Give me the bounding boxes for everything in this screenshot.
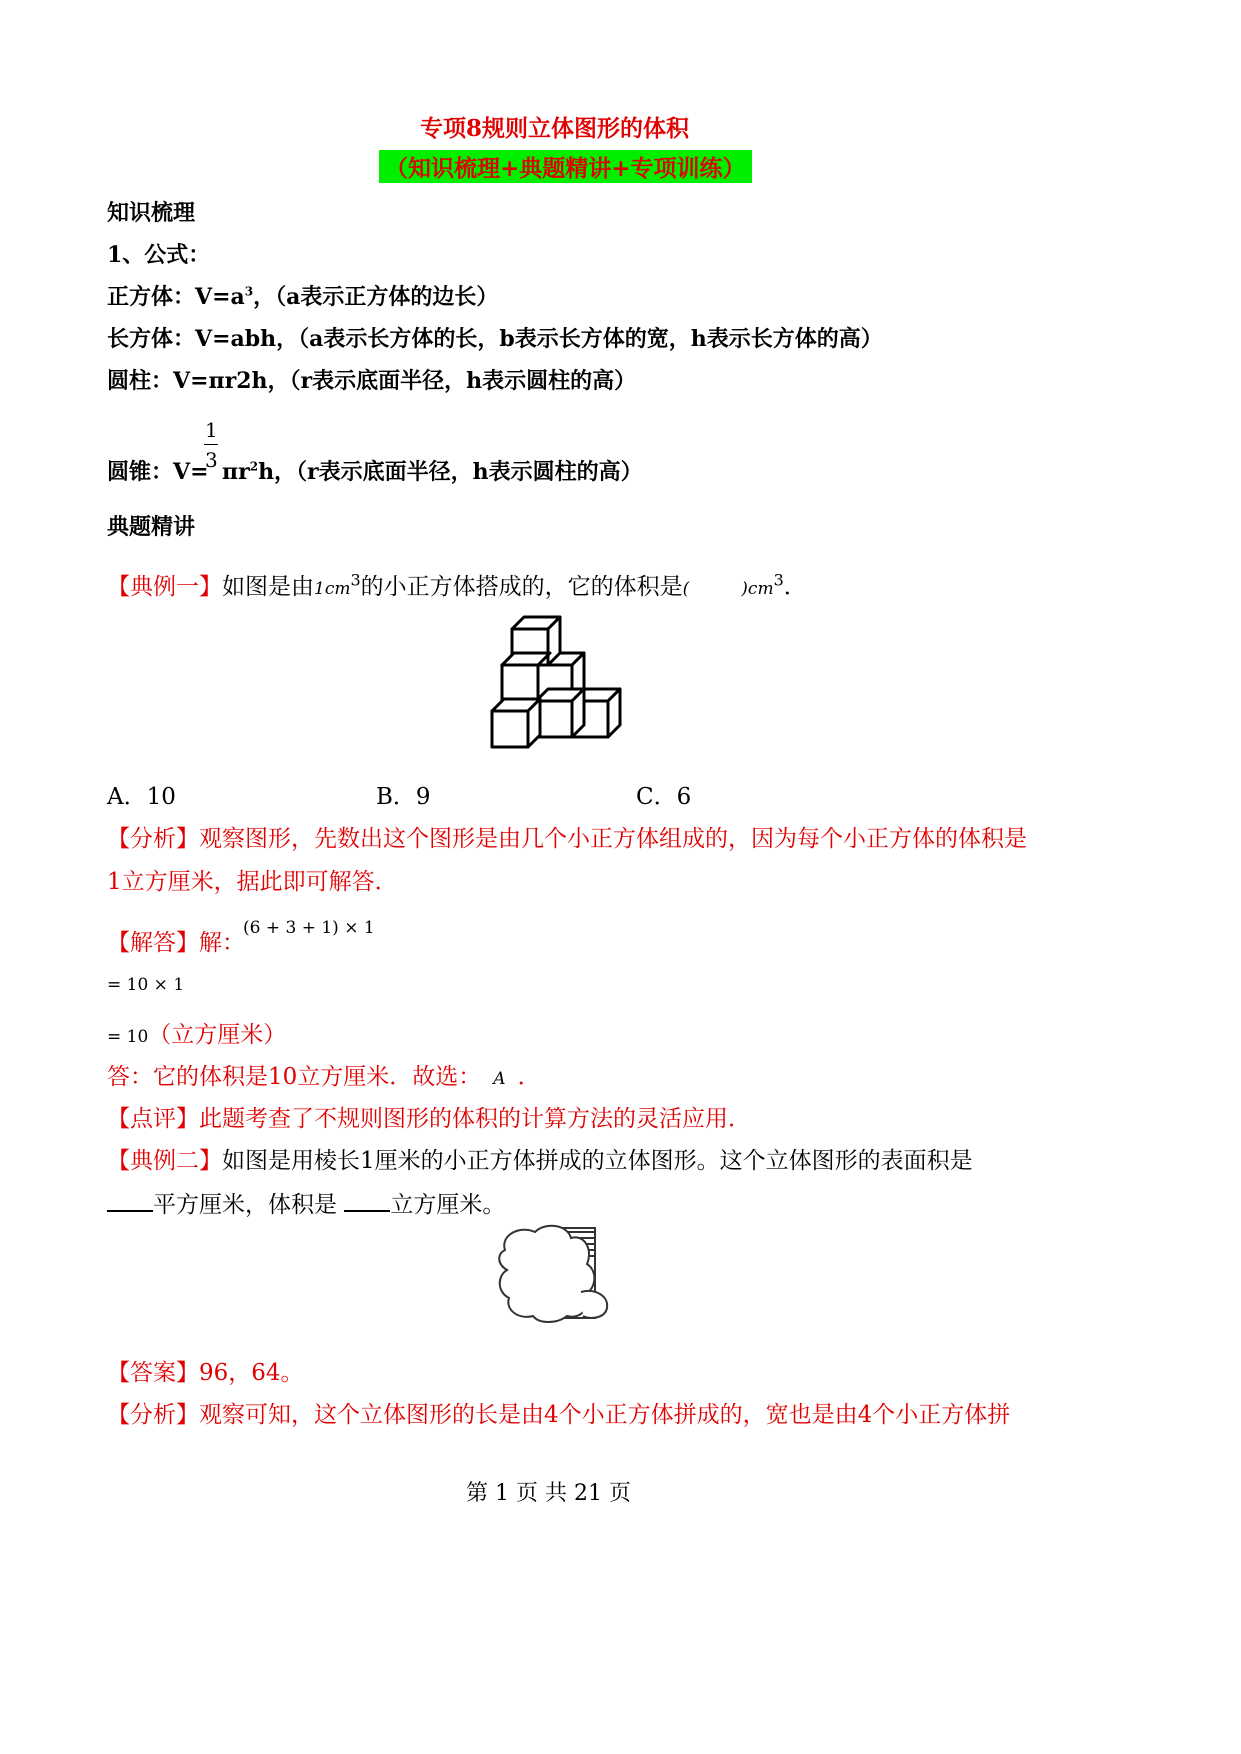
example1-unit: 1cm	[314, 579, 351, 599]
option-a: A．10	[107, 784, 176, 810]
page-footer: 第 1 页 共 21 页	[466, 1481, 631, 1506]
formula-cube	[107, 280, 498, 311]
example2-question-line2	[107, 1186, 505, 1219]
formula-cone-mid: πr	[222, 459, 250, 485]
example1-paren-close: )cm	[741, 579, 774, 599]
page-title: 专项8规则立体图形的体积	[420, 115, 690, 142]
option-b: B．9	[376, 784, 431, 810]
formula-cube-desc: ，（a表示正方体的边长）	[253, 284, 499, 310]
example1-end: ．	[783, 574, 807, 600]
example1-calc3: = 10	[107, 1027, 149, 1047]
example1-q1: 如图是由	[222, 574, 314, 600]
example1-calc3-unit: （立方厘米）	[148, 1022, 287, 1048]
example2-answer: 【答案】96，64。	[107, 1360, 304, 1386]
example1-comment: 【点评】此题考查了不规则图形的体积的计算方法的灵活应用．	[107, 1106, 751, 1132]
cone-frac-den: 3	[205, 448, 218, 472]
formula-cube-exp: 3	[244, 284, 254, 299]
formula-cylinder: 圆柱：V=πr2h，（r表示底面半径，h表示圆柱的高）	[107, 368, 637, 394]
cone-frac-num: 1	[205, 418, 218, 442]
cloud-cover	[581, 1291, 607, 1318]
example1-solution-tag: 【解答】解：	[107, 930, 245, 956]
formula-cone-label: 圆锥：V=	[107, 459, 209, 485]
example1-calc2: = 10 × 1	[107, 975, 185, 995]
formula-cone-desc: h，（r表示底面半径，h表示圆柱的高）	[258, 459, 643, 485]
example1-ans-exp: 3	[773, 570, 784, 590]
example1-analysis-line1: 【分析】观察图形，先数出这个图形是由几个小正方体组成的，因为每个小正方体的体积是	[107, 826, 1027, 852]
example2-question-line1	[107, 1142, 973, 1175]
example1-calc3-line	[107, 1016, 286, 1049]
section-knowledge: 知识梳理	[107, 200, 196, 226]
example2-q-line1: 如图是用棱长1厘米的小正方体拼成的立体图形。这个立体图形的表面积是	[222, 1148, 973, 1174]
formula-cone-rest	[222, 455, 643, 486]
example1-q2: 的小正方体搭成的，它的体积是	[360, 574, 683, 600]
option-c: C．6	[636, 784, 692, 810]
example1-paren-open: (	[682, 579, 690, 599]
section-examples: 典题精讲	[107, 514, 196, 540]
formula-cone-exp: 2	[249, 459, 259, 474]
formula-heading: 1、公式：	[107, 242, 211, 268]
example1-answer-choice: A	[493, 1069, 506, 1089]
example1-unit-exp: 3	[350, 570, 361, 590]
example1-answer	[107, 1058, 541, 1091]
formula-cube-label: 正方体：V=a	[107, 284, 245, 310]
page-subtitle: （知识梳理+典题精讲+专项训练）	[379, 150, 752, 183]
cube-face	[502, 665, 538, 701]
example1-tag: 【典例一】	[107, 574, 222, 600]
cube-face	[492, 711, 528, 747]
covered-solid-figure	[495, 1220, 613, 1325]
example1-answer-text: 答：它的体积是10立方厘米．故选：	[107, 1064, 482, 1090]
volume-blank	[344, 1192, 390, 1212]
example2-q-line2a: 平方厘米，体积是	[153, 1192, 337, 1218]
cone-frac-bar	[204, 444, 218, 445]
example1-calc1: (6 + 3 + 1) × 1	[243, 918, 375, 938]
formula-cuboid: 长方体：V=abh，（a表示长方体的长，b表示长方体的宽，h表示长方体的高）	[107, 326, 883, 352]
cloud-cover	[499, 1226, 594, 1322]
example2-tag: 【典例二】	[107, 1148, 222, 1174]
example1-question	[107, 568, 807, 601]
surface-area-blank	[107, 1192, 153, 1212]
example1-analysis-line2: 1立方厘米，据此即可解答．	[107, 869, 398, 895]
example2-analysis: 【分析】观察可知，这个立体图形的长是由4个小正方体拼成的，宽也是由4个小正方体拼	[107, 1402, 1011, 1428]
cube-stack-figure	[488, 615, 628, 755]
example2-q-line2b: 立方厘米。	[390, 1192, 506, 1218]
example1-answer-end: ．	[517, 1064, 541, 1090]
